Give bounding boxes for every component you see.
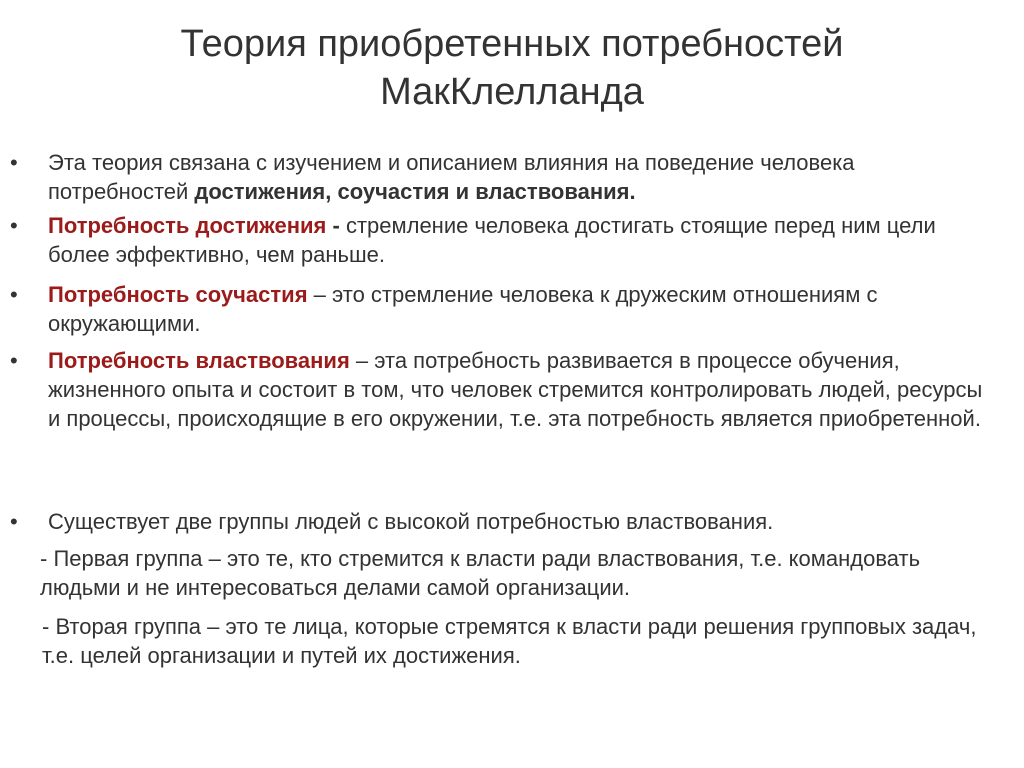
subitem-text: - Первая группа – это те, кто стремится к власти ради властвования, т.е. командовать людьми и не интересоваться делами самой организации. [40,546,921,600]
subitem-first-group [40,544,1000,602]
bullet-need-affiliation [10,280,998,338]
bullet-two-groups [10,507,998,536]
bullet-marker: • [10,509,18,534]
slide-title-line-2: МакКлелланда [380,71,644,113]
bullet-marker: • [10,213,18,238]
bullet-marker: • [10,150,18,175]
bullet-text: – это стремление человека к дружеским отношениям с окружающими. [48,282,878,336]
bullet-marker: • [10,282,18,307]
bullet-theory-description [10,148,998,206]
bullet-strong-text: достижения, соучастия и властвования. [194,179,636,204]
term-connector: - [326,213,346,238]
bullet-text: – эта потребность развивается в процессе обучения, жизненного опыта и состоит в том, что человек стремится контролировать людей, ресурсы и процессы, происходящие в его окружении, т.е. эта потребность является приобретенной. [48,348,983,431]
slide-title-line-1: Теория приобретенных потребностей [180,23,844,65]
bullet-need-power [10,346,998,433]
subitem-text: - Вторая группа – это те лица, которые стремятся к власти ради решения групповых задач, т.е. целей организации и путей их достижения. [42,614,977,668]
term-need-power: Потребность властвования [48,348,350,373]
bullet-text: Существует две группы людей с высокой потребностью властвования. [48,509,774,534]
term-need-affiliation: Потребность соучастия [48,282,308,307]
subitem-second-group [42,612,1002,670]
term-need-achievement: Потребность достижения [48,213,327,238]
bullet-text: Эта теория связана с изучением и описанием влияния на поведение человека потребностей [48,150,855,204]
bullet-need-achievement [10,211,998,269]
bullet-marker: • [10,348,18,373]
bullet-text: стремление человека достигать стоящие перед ним цели более эффективно, чем раньше. [48,213,936,267]
